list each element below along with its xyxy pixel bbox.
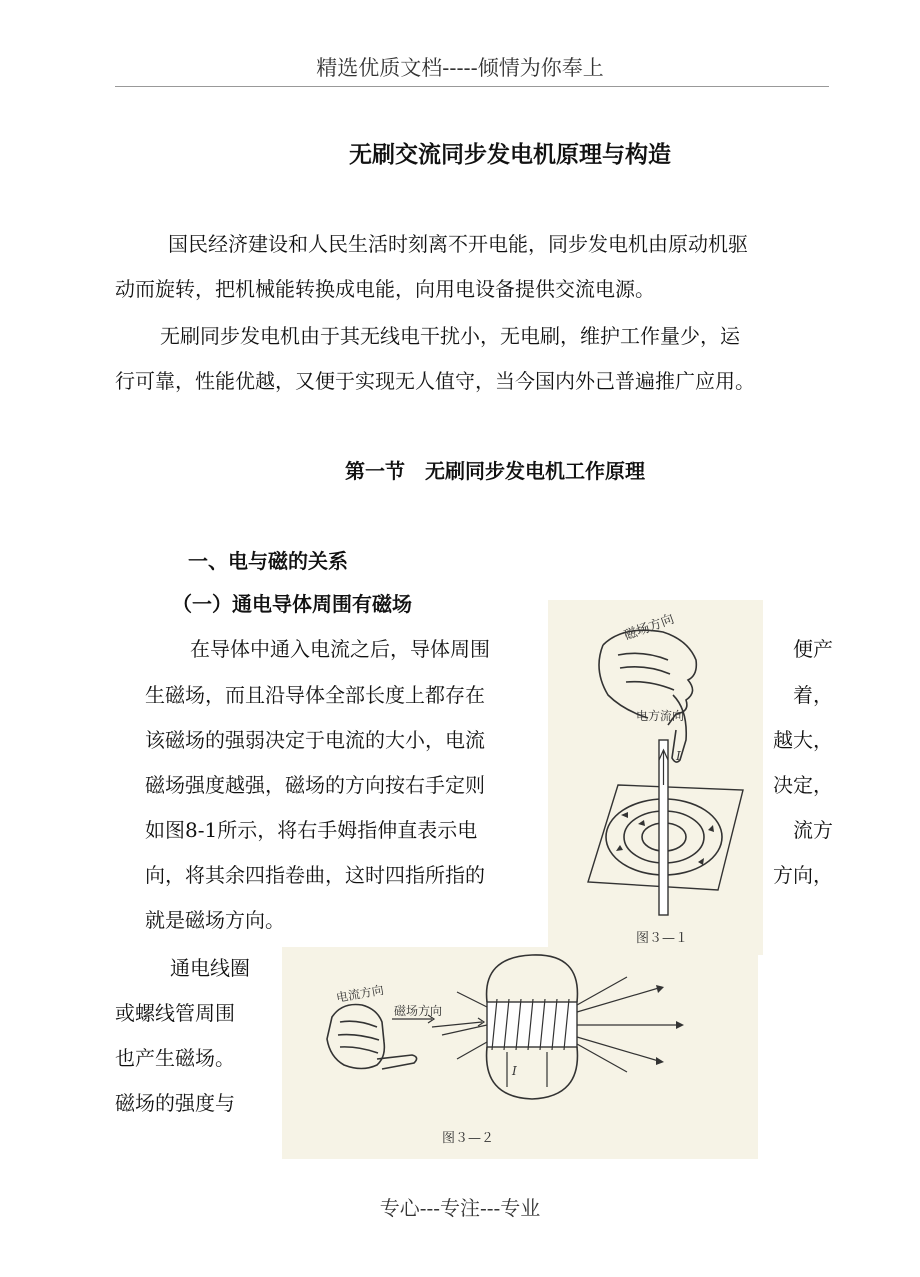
fig1-caption: 图３—１ xyxy=(636,931,689,946)
para3-right-5: 流方 xyxy=(793,818,833,842)
field-loop-top xyxy=(487,955,578,1002)
para3-right-3: 越大， xyxy=(773,728,833,752)
header-divider xyxy=(115,86,829,87)
para4-line-1: 通电线圈 xyxy=(170,956,250,980)
heading-1: 一、电与磁的关系 xyxy=(188,549,348,573)
fig2-field-label: 磁场方向 xyxy=(394,1004,443,1018)
para4-line-4: 磁场的强度与 xyxy=(115,1091,235,1115)
para3-right-4: 决定， xyxy=(773,773,833,797)
para3-right-6: 方向， xyxy=(773,863,833,887)
fig1-field-label: 磁场方向 xyxy=(622,611,677,644)
page-header: 精选优质文档-----倾情为你奉上 xyxy=(316,56,604,80)
para4-line-3: 也产生磁场。 xyxy=(115,1046,235,1070)
para3-left-3: 该磁场的强弱决定于电流的大小，电流 xyxy=(145,728,485,752)
page-footer: 专心---专注---专业 xyxy=(379,1196,541,1220)
figure-straight-conductor xyxy=(548,600,763,955)
fig1-current-label: 电方流向 xyxy=(636,709,685,723)
fig2-current-symbol: I xyxy=(512,1064,517,1078)
hand-icon xyxy=(599,630,696,762)
para3-left-6: 向，将其余四指卷曲，这时四指所指的 xyxy=(145,863,485,887)
para3-left-2: 生磁场，而且沿导体全部长度上都存在 xyxy=(145,683,485,707)
para3-left-1: 在导体中通入电流之后，导体周围 xyxy=(190,637,490,661)
document-title: 无刷交流同步发电机原理与构造 xyxy=(349,141,671,168)
intro-p2-line2: 行可靠，性能优越，又便于实现无人值守，当今国内外己普遍推广应用。 xyxy=(115,369,755,393)
intro-p2-line1: 无刷同步发电机由于其无线电干扰小，无电刷，维护工作量少，运 xyxy=(160,324,740,348)
para3-right-2: 着， xyxy=(793,683,833,707)
fig2-caption: 图３—２ xyxy=(442,1131,495,1146)
fig1-current-symbol: I xyxy=(676,749,681,763)
intro-p1-line1: 国民经济建设和人民生活时刻离不开电能，同步发电机由原动机驱 xyxy=(168,232,748,256)
para3-left-5: 如图8-1所示，将右手姆指伸直表示电 xyxy=(145,818,478,842)
para3-right-1: 便产 xyxy=(793,637,833,661)
fig2-current-label: 电流方向 xyxy=(335,982,385,1005)
field-loop-bottom xyxy=(487,1047,578,1099)
heading-2: （一）通电导体周围有磁场 xyxy=(172,592,412,616)
intro-p1-line2: 动而旋转，把机械能转换成电能，向用电设备提供交流电源。 xyxy=(115,277,655,301)
para4-line-2: 或螺线管周围 xyxy=(115,1001,235,1025)
para3-left-7: 就是磁场方向。 xyxy=(145,908,285,932)
section-title: 第一节 无刷同步发电机工作原理 xyxy=(345,459,645,483)
figure-solenoid xyxy=(282,947,758,1159)
para3-left-4: 磁场强度越强，磁场的方向按右手定则 xyxy=(145,773,485,797)
